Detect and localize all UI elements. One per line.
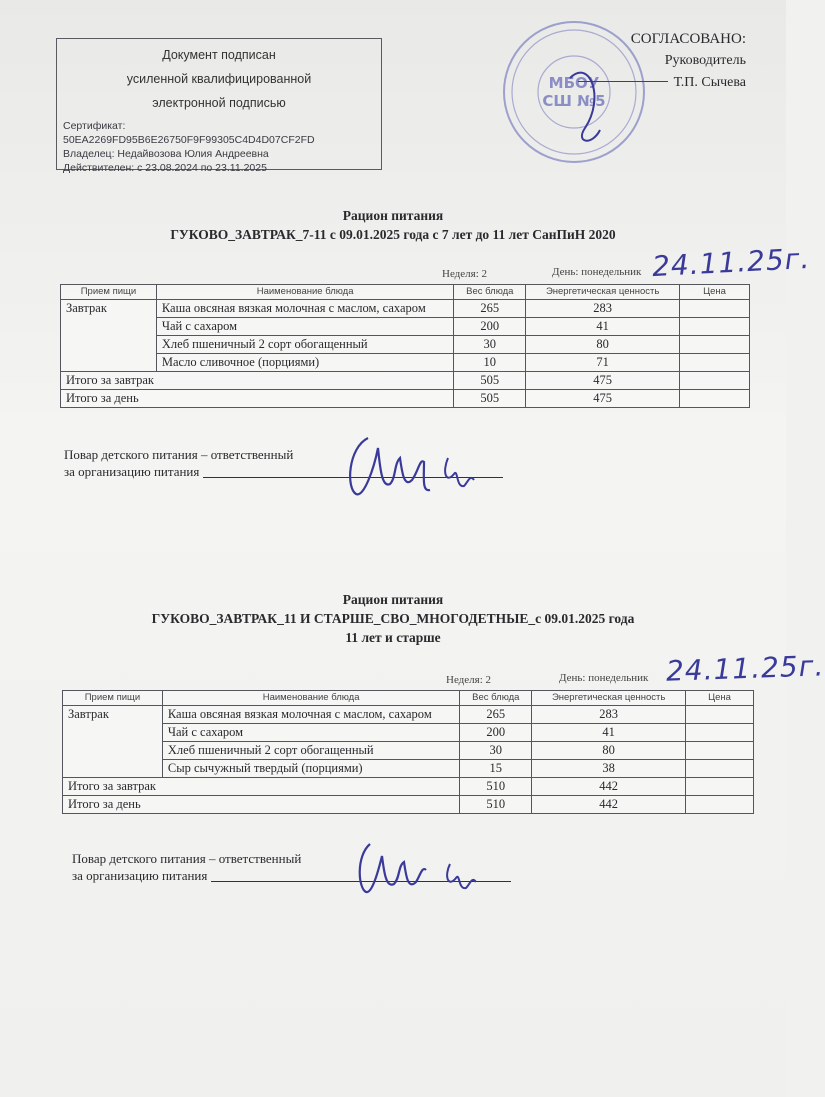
header-energy: Энергетическая ценность xyxy=(532,691,686,706)
dish-price xyxy=(680,300,750,318)
dish-name: Чай с сахаром xyxy=(156,318,453,336)
dish-weight: 30 xyxy=(460,742,532,760)
certificate-number: 50EA2269FD95B6E26750F9F99305C4D4D07CF2FD xyxy=(63,134,315,146)
header-weight: Вес блюда xyxy=(454,285,526,300)
header-dish: Наименование блюда xyxy=(162,691,459,706)
table-row xyxy=(61,318,750,336)
dish-name: Хлеб пшеничный 2 сорт обогащенный xyxy=(162,742,459,760)
header-dish: Наименование блюда xyxy=(156,285,453,300)
dish-price xyxy=(680,354,750,372)
approval-role: Руководитель xyxy=(664,53,746,68)
total-breakfast-label: Итого за завтрак xyxy=(61,372,454,390)
dish-name: Каша овсяная вязкая молочная с маслом, сахаром xyxy=(156,300,453,318)
header-energy: Энергетическая ценность xyxy=(526,285,680,300)
section1-title: Рацион питания xyxy=(342,208,444,223)
certificate-validity: Действителен: с 23.08.2024 по 23.11.2025 xyxy=(63,162,267,174)
table-header-row xyxy=(63,691,754,706)
total-day-weight: 510 xyxy=(460,796,532,814)
total-breakfast-weight: 510 xyxy=(460,778,532,796)
section2-subtitle: ГУКОВО_ЗАВТРАК_11 И СТАРШЕ_СВО_МНОГОДЕТНЫЕ_с 09.01.2025 года xyxy=(151,611,635,626)
table-row xyxy=(63,760,754,778)
dish-name: Каша овсяная вязкая молочная с маслом, сахаром xyxy=(162,706,459,724)
header-price: Цена xyxy=(686,691,754,706)
dish-weight: 30 xyxy=(454,336,526,354)
table-row xyxy=(63,724,754,742)
section1-footer-line2: за организацию питания xyxy=(64,464,200,479)
signature-heading-3: электронной подписью xyxy=(152,96,286,110)
section2-title-block xyxy=(0,590,786,647)
section2-week: Неделя: 2 xyxy=(446,674,492,686)
meal-cell: Завтрак xyxy=(61,300,157,372)
section2-handwritten-signature xyxy=(350,836,500,900)
dish-price xyxy=(680,336,750,354)
table-row xyxy=(63,742,754,760)
approval-sign-line xyxy=(578,81,668,82)
section2-menu-table xyxy=(62,690,754,814)
table-row xyxy=(61,300,750,318)
section1-menu-table xyxy=(60,284,750,408)
dish-price xyxy=(686,706,754,724)
table-header-row xyxy=(61,285,750,300)
header-meal: Прием пищи xyxy=(61,285,157,300)
total-day-row xyxy=(63,796,754,814)
dish-name: Сыр сычужный твердый (порциями) xyxy=(162,760,459,778)
total-breakfast-energy: 475 xyxy=(526,372,680,390)
total-breakfast-weight: 505 xyxy=(454,372,526,390)
header-weight: Вес блюда xyxy=(460,691,532,706)
dish-energy: 41 xyxy=(532,724,686,742)
section1-title-block xyxy=(0,206,786,244)
dish-price xyxy=(680,318,750,336)
section2-subtitle2: 11 лет и старше xyxy=(345,630,441,645)
meal-cell: Завтрак xyxy=(63,706,163,778)
dish-price xyxy=(686,724,754,742)
dish-weight: 265 xyxy=(460,706,532,724)
section2-handwritten-date: 24.11.25г. xyxy=(665,649,825,688)
dish-weight: 10 xyxy=(454,354,526,372)
signature-heading-2: усиленной квалифицированной xyxy=(126,72,312,86)
total-day-price xyxy=(686,796,754,814)
dish-energy: 283 xyxy=(532,706,686,724)
header-price: Цена xyxy=(680,285,750,300)
svg-text:СШ №5: СШ №5 xyxy=(542,92,606,110)
dish-name: Хлеб пшеничный 2 сорт обогащенный xyxy=(156,336,453,354)
dish-weight: 200 xyxy=(454,318,526,336)
approval-block xyxy=(578,28,746,94)
section2-footer-line2: за организацию питания xyxy=(72,868,208,883)
dish-energy: 80 xyxy=(532,742,686,760)
total-day-price xyxy=(680,390,750,408)
electronic-signature-box xyxy=(56,38,382,174)
total-breakfast-price xyxy=(680,372,750,390)
dish-name: Масло сливочное (порциями) xyxy=(156,354,453,372)
table-row xyxy=(61,354,750,372)
dish-price xyxy=(686,742,754,760)
dish-price xyxy=(686,760,754,778)
section1-handwritten-date: 24.11.25г. xyxy=(651,241,812,284)
dish-name: Чай с сахаром xyxy=(162,724,459,742)
total-day-weight: 505 xyxy=(454,390,526,408)
total-day-row xyxy=(61,390,750,408)
total-breakfast-row xyxy=(63,778,754,796)
total-day-label: Итого за день xyxy=(61,390,454,408)
svg-text:МБОУ: МБОУ xyxy=(548,74,600,92)
approval-name: Т.П. Сычева xyxy=(673,75,746,90)
dish-weight: 265 xyxy=(454,300,526,318)
dish-weight: 200 xyxy=(460,724,532,742)
dish-energy: 283 xyxy=(526,300,680,318)
dish-energy: 41 xyxy=(526,318,680,336)
certificate-label: Сертификат: xyxy=(63,120,126,132)
total-breakfast-price xyxy=(686,778,754,796)
section1-week: Неделя: 2 xyxy=(442,268,488,280)
section1-subtitle: ГУКОВО_ЗАВТРАК_7-11 с 09.01.2025 года с 7 лет до 11 лет СанПиН 2020 xyxy=(170,227,616,242)
section2-day: День: понедельник xyxy=(559,672,649,684)
total-breakfast-energy: 442 xyxy=(532,778,686,796)
total-day-label: Итого за день xyxy=(63,796,460,814)
header-meal: Прием пищи xyxy=(63,691,163,706)
table-row xyxy=(63,706,754,724)
signature-heading-1: Документ подписан xyxy=(162,48,276,62)
approval-agreed: СОГЛАСОВАНО: xyxy=(630,31,746,47)
section1-day: День: понедельник xyxy=(552,266,642,278)
certificate-owner: Владелец: Недайвозова Юлия Андреевна xyxy=(63,148,269,160)
section1-footer-line1: Повар детского питания – ответственный xyxy=(64,447,294,462)
dish-energy: 71 xyxy=(526,354,680,372)
dish-weight: 15 xyxy=(460,760,532,778)
section2-title: Рацион питания xyxy=(342,592,444,607)
total-day-energy: 475 xyxy=(526,390,680,408)
total-breakfast-row xyxy=(61,372,750,390)
total-day-energy: 442 xyxy=(532,796,686,814)
dish-energy: 38 xyxy=(532,760,686,778)
table-row xyxy=(61,336,750,354)
dish-energy: 80 xyxy=(526,336,680,354)
total-breakfast-label: Итого за завтрак xyxy=(63,778,460,796)
section2-footer-line1: Повар детского питания – ответственный xyxy=(72,851,302,866)
section1-handwritten-signature xyxy=(338,428,498,502)
